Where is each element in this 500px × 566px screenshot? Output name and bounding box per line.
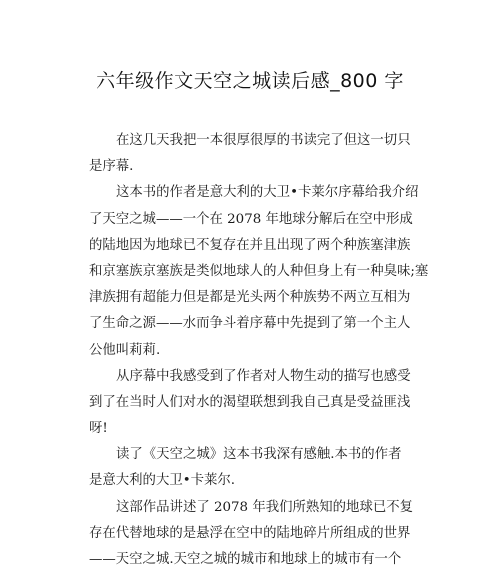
document-body (0, 128, 500, 566)
paragraph-line: 了生命之源——水而争斗着序幕中先提到了第一个主人 (89, 316, 411, 332)
paragraph-line: 从序幕中我感受到了作者对人物生动的描写也感受 (116, 368, 411, 384)
paragraph-line: 到了在当时人们对水的渴望联想到我自己真是受益匪浅 (89, 394, 411, 410)
paragraph-line: 这本书的作者是意大利的大卫•卡莱尔序幕给我介绍 (116, 185, 419, 201)
paragraph-line: 是意大利的大卫•卡莱尔. (89, 473, 236, 489)
paragraph-line: 了天空之城——一个在 2078 年地球分解后在空中形成 (89, 211, 413, 227)
paragraph-line: 存在代替地球的是悬浮在空中的陆地碎片所组成的世界 (89, 525, 411, 541)
paragraph-line: ——天空之城.天空之城的城市和地球上的城市有一个 (89, 552, 402, 566)
paragraph-line: 是序幕. (89, 159, 134, 175)
paragraph-line: 和京塞族京塞族是类似地球人的人种但身上有一种臭味;塞 (89, 263, 429, 279)
paragraph-line: 津族拥有超能力但是都是光头两个种族势不两立互相为 (89, 290, 411, 306)
paragraph-line: 读了《天空之城》这本书我深有感触.本书的作者 (116, 447, 402, 463)
paragraph-line: 在这几天我把一本很厚很厚的书读完了但这一切只 (116, 133, 411, 148)
paragraph-line: 呀! (89, 421, 108, 437)
document-title: 六年级作文天空之城读后感_800 字 (96, 70, 404, 92)
paragraph-line: 公他叫莉莉. (89, 342, 161, 358)
paragraph-line: 这部作品讲述了 2078 年我们所熟知的地球已不复 (116, 499, 414, 515)
paragraph-line: 的陆地因为地球已不复存在并且出现了两个种族塞津族 (89, 237, 411, 253)
